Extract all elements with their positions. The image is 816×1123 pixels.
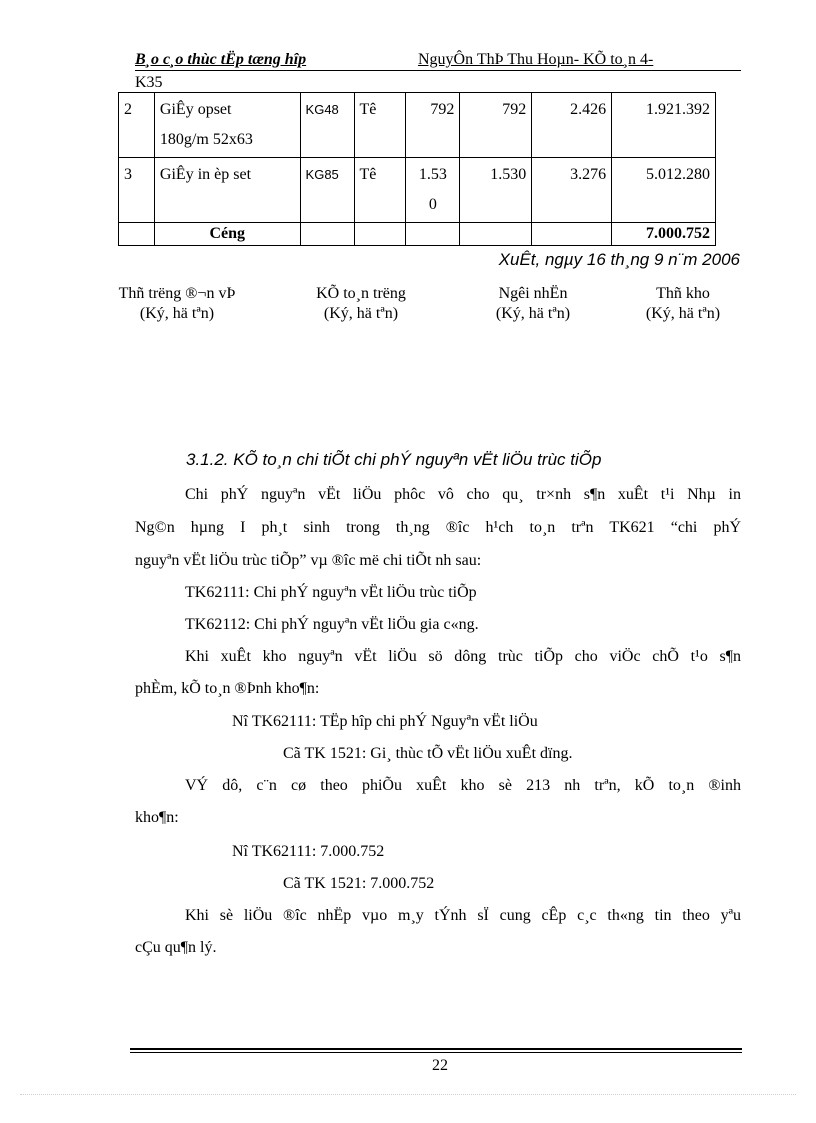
material-code: KG85 [300, 158, 354, 223]
signature-block [112, 284, 242, 324]
signature-block [620, 284, 746, 324]
signature-note: (Ký, hä tªn) [139, 305, 215, 322]
signature-role: Thñ kho [656, 285, 710, 302]
total-label: Céng [154, 223, 300, 246]
unit: Tê [354, 93, 406, 158]
page-number: 22 [432, 1057, 448, 1074]
paragraph-line: Khi sè liÖu ®îc nhËp vµo m¸y tÝnh sÏ cung cÊp c¸c th«ng tin theo yªu [185, 907, 741, 924]
qty-requested-line: 0 [428, 196, 437, 213]
paragraph-line: cÇu qu¶n lý. [135, 939, 217, 956]
unit-price: 3.276 [532, 158, 612, 223]
paragraph-line: phÈm, kÕ to¸n ®Þnh kho¶n: [135, 680, 320, 697]
paragraph-line: nguyªn vËt liÖu trùc tiÕp” vµ ®îc më chi tiÕt nh sau: [135, 552, 482, 569]
signature-role: KÕ to¸n trëng [316, 285, 406, 302]
section-title: 3.1.2. KÕ to¸n chi tiÕt chi phÝ nguyªn vËt liÖu trùc tiÕp [186, 450, 602, 469]
author-header: NguyÔn ThÞ Thu Hoµn- KÕ to¸n 4- [418, 51, 654, 68]
account-line: TK62111: Chi phÝ nguyªn vËt liÖu trùc tiÕp [185, 584, 477, 601]
signature-role: Ngêi nhËn [498, 285, 568, 302]
paragraph-line: VÝ dô, c¨n cø theo phiÕu xuÊt kho sè 213 nh trªn, kÕ to¸n ®inh [185, 777, 741, 794]
total-amount: 7.000.752 [612, 223, 716, 246]
material-name-line: GiÊy opset [159, 101, 232, 118]
qty-actual: 1.530 [460, 158, 532, 223]
material-name: GiÊy in èp set [154, 158, 300, 223]
signature-block [470, 284, 596, 324]
journal-debit: Nî TK62111: 7.000.752 [232, 843, 385, 860]
qty-requested-line: 1.53 [418, 166, 447, 183]
material-code: KG48 [300, 93, 354, 158]
qty-requested [406, 158, 460, 223]
signature-block [298, 284, 424, 324]
qty-requested: 792 [406, 93, 460, 158]
signature-note: (Ký, hä tªn) [495, 305, 571, 322]
material-issue-table [118, 92, 716, 246]
amount: 1.921.392 [612, 93, 716, 158]
signature-note: (Ký, hä tªn) [323, 305, 399, 322]
row-number: 2 [119, 93, 155, 158]
author-header-continuation: K35 [135, 74, 163, 91]
total-row [119, 223, 716, 246]
table-row [119, 93, 716, 158]
issue-date: XuÊt, ngµy 16 th¸ng 9 n¨m 2006 [498, 250, 740, 269]
table-row [119, 158, 716, 223]
material-name-line: 180g/m 52x63 [159, 131, 253, 148]
paragraph-line: Ng©n hµng I ph¸t sinh trong th¸ng ®îc h¹ch to¸n trªn TK621 “chi phÝ [135, 519, 741, 536]
paragraph-line: Khi xuÊt kho nguyªn vËt liÖu sö dông trùc tiÕp cho viÖc chÕ t¹o s¶n [185, 648, 741, 665]
qty-actual: 792 [460, 93, 532, 158]
report-header-title: B¸o c¸o thùc tËp tæng hîp [135, 51, 307, 68]
footer-rule [130, 1048, 742, 1050]
journal-credit: Cã TK 1521: Gi¸ thùc tÕ vËt liÖu xuÊt dïng. [283, 745, 573, 762]
unit-price: 2.426 [532, 93, 612, 158]
amount: 5.012.280 [612, 158, 716, 223]
material-name [154, 93, 300, 158]
footer-rule [130, 1052, 742, 1053]
row-number: 3 [119, 158, 155, 223]
paragraph-line: Chi phÝ nguyªn vËt liÖu phôc vô cho qu¸ tr×nh s¶n xuÊt t¹i Nhµ in [185, 486, 741, 503]
header-rule [135, 70, 741, 71]
unit: Tê [354, 158, 406, 223]
page-edge-rule [20, 1094, 796, 1095]
signature-role: Thñ trëng ®¬n vÞ [118, 285, 236, 302]
account-line: TK62112: Chi phÝ nguyªn vËt liÖu gia c«ng. [185, 616, 479, 633]
journal-credit: Cã TK 1521: 7.000.752 [283, 875, 435, 892]
paragraph-line: kho¶n: [135, 809, 179, 826]
journal-debit: Nî TK62111: TËp hîp chi phÝ Nguyªn vËt liÖu [232, 713, 538, 730]
signature-note: (Ký, hä tªn) [645, 305, 721, 322]
